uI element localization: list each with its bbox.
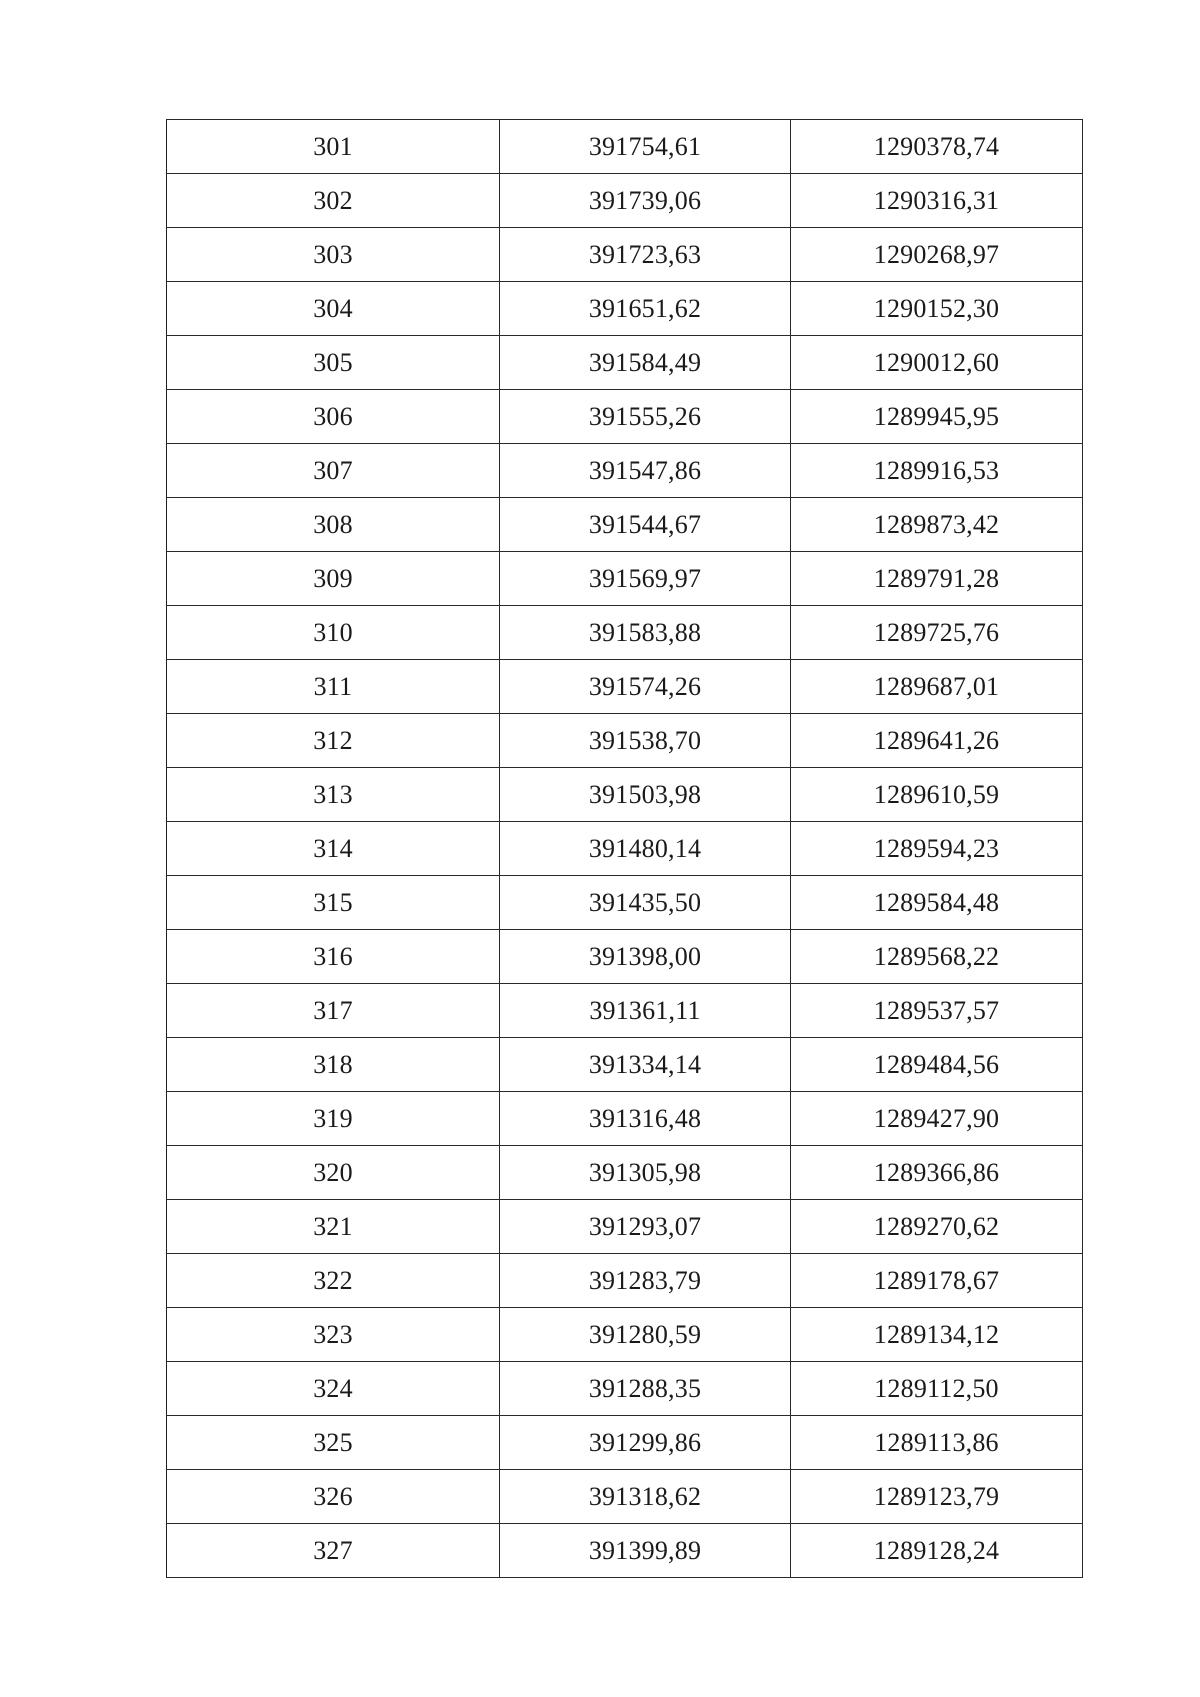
table-row xyxy=(167,876,1083,930)
x-coordinate-cell: 391288,35 xyxy=(500,1362,791,1416)
table-row xyxy=(167,174,1083,228)
y-coordinate-cell: 1289113,86 xyxy=(791,1416,1083,1470)
x-coordinate-cell: 391723,63 xyxy=(500,228,791,282)
x-coordinate-cell: 391555,26 xyxy=(500,390,791,444)
table-row xyxy=(167,390,1083,444)
point-number-cell: 317 xyxy=(167,984,500,1038)
table-row xyxy=(167,498,1083,552)
point-number-cell: 304 xyxy=(167,282,500,336)
x-coordinate-cell: 391334,14 xyxy=(500,1038,791,1092)
y-coordinate-cell: 1289134,12 xyxy=(791,1308,1083,1362)
point-number-cell: 323 xyxy=(167,1308,500,1362)
x-coordinate-cell: 391480,14 xyxy=(500,822,791,876)
y-coordinate-cell: 1289916,53 xyxy=(791,444,1083,498)
table-row xyxy=(167,1362,1083,1416)
table-row xyxy=(167,1470,1083,1524)
x-coordinate-cell: 391651,62 xyxy=(500,282,791,336)
point-number-cell: 306 xyxy=(167,390,500,444)
x-coordinate-cell: 391583,88 xyxy=(500,606,791,660)
x-coordinate-cell: 391398,00 xyxy=(500,930,791,984)
point-number-cell: 311 xyxy=(167,660,500,714)
x-coordinate-cell: 391754,61 xyxy=(500,120,791,174)
y-coordinate-cell: 1290268,97 xyxy=(791,228,1083,282)
y-coordinate-cell: 1289791,28 xyxy=(791,552,1083,606)
y-coordinate-cell: 1290316,31 xyxy=(791,174,1083,228)
point-number-cell: 314 xyxy=(167,822,500,876)
point-number-cell: 308 xyxy=(167,498,500,552)
x-coordinate-cell: 391305,98 xyxy=(500,1146,791,1200)
y-coordinate-cell: 1289725,76 xyxy=(791,606,1083,660)
point-number-cell: 322 xyxy=(167,1254,500,1308)
point-number-cell: 319 xyxy=(167,1092,500,1146)
point-number-cell: 327 xyxy=(167,1524,500,1578)
x-coordinate-cell: 391435,50 xyxy=(500,876,791,930)
table-row xyxy=(167,1092,1083,1146)
point-number-cell: 309 xyxy=(167,552,500,606)
point-number-cell: 315 xyxy=(167,876,500,930)
table-row xyxy=(167,228,1083,282)
table-row xyxy=(167,444,1083,498)
table-row xyxy=(167,822,1083,876)
y-coordinate-cell: 1289687,01 xyxy=(791,660,1083,714)
table-row xyxy=(167,1200,1083,1254)
point-number-cell: 312 xyxy=(167,714,500,768)
y-coordinate-cell: 1289112,50 xyxy=(791,1362,1083,1416)
y-coordinate-cell: 1289568,22 xyxy=(791,930,1083,984)
table-row xyxy=(167,1254,1083,1308)
x-coordinate-cell: 391538,70 xyxy=(500,714,791,768)
x-coordinate-cell: 391584,49 xyxy=(500,336,791,390)
point-number-cell: 310 xyxy=(167,606,500,660)
x-coordinate-cell: 391283,79 xyxy=(500,1254,791,1308)
point-number-cell: 324 xyxy=(167,1362,500,1416)
table-row xyxy=(167,120,1083,174)
point-number-cell: 320 xyxy=(167,1146,500,1200)
coordinates-table xyxy=(166,119,1083,1578)
x-coordinate-cell: 391293,07 xyxy=(500,1200,791,1254)
table-row xyxy=(167,930,1083,984)
y-coordinate-cell: 1289610,59 xyxy=(791,768,1083,822)
point-number-cell: 301 xyxy=(167,120,500,174)
table-row xyxy=(167,1416,1083,1470)
x-coordinate-cell: 391544,67 xyxy=(500,498,791,552)
point-number-cell: 318 xyxy=(167,1038,500,1092)
x-coordinate-cell: 391574,26 xyxy=(500,660,791,714)
y-coordinate-cell: 1290378,74 xyxy=(791,120,1083,174)
table-row xyxy=(167,1038,1083,1092)
x-coordinate-cell: 391739,06 xyxy=(500,174,791,228)
y-coordinate-cell: 1290012,60 xyxy=(791,336,1083,390)
y-coordinate-cell: 1289594,23 xyxy=(791,822,1083,876)
table-row xyxy=(167,282,1083,336)
y-coordinate-cell: 1289584,48 xyxy=(791,876,1083,930)
point-number-cell: 316 xyxy=(167,930,500,984)
y-coordinate-cell: 1289641,26 xyxy=(791,714,1083,768)
table-row xyxy=(167,1308,1083,1362)
point-number-cell: 302 xyxy=(167,174,500,228)
table-row xyxy=(167,984,1083,1038)
table-row xyxy=(167,660,1083,714)
table-row xyxy=(167,1524,1083,1578)
y-coordinate-cell: 1289427,90 xyxy=(791,1092,1083,1146)
table-row xyxy=(167,552,1083,606)
point-number-cell: 313 xyxy=(167,768,500,822)
x-coordinate-cell: 391280,59 xyxy=(500,1308,791,1362)
coordinates-table-body xyxy=(167,120,1083,1578)
table-row xyxy=(167,606,1083,660)
point-number-cell: 307 xyxy=(167,444,500,498)
y-coordinate-cell: 1289945,95 xyxy=(791,390,1083,444)
point-number-cell: 305 xyxy=(167,336,500,390)
x-coordinate-cell: 391569,97 xyxy=(500,552,791,606)
y-coordinate-cell: 1289270,62 xyxy=(791,1200,1083,1254)
table-row xyxy=(167,1146,1083,1200)
y-coordinate-cell: 1289484,56 xyxy=(791,1038,1083,1092)
point-number-cell: 326 xyxy=(167,1470,500,1524)
point-number-cell: 303 xyxy=(167,228,500,282)
y-coordinate-cell: 1289873,42 xyxy=(791,498,1083,552)
x-coordinate-cell: 391399,89 xyxy=(500,1524,791,1578)
table-row xyxy=(167,714,1083,768)
y-coordinate-cell: 1289178,67 xyxy=(791,1254,1083,1308)
y-coordinate-cell: 1290152,30 xyxy=(791,282,1083,336)
x-coordinate-cell: 391503,98 xyxy=(500,768,791,822)
point-number-cell: 321 xyxy=(167,1200,500,1254)
x-coordinate-cell: 391316,48 xyxy=(500,1092,791,1146)
y-coordinate-cell: 1289123,79 xyxy=(791,1470,1083,1524)
table-row xyxy=(167,768,1083,822)
x-coordinate-cell: 391361,11 xyxy=(500,984,791,1038)
y-coordinate-cell: 1289366,86 xyxy=(791,1146,1083,1200)
x-coordinate-cell: 391318,62 xyxy=(500,1470,791,1524)
y-coordinate-cell: 1289537,57 xyxy=(791,984,1083,1038)
table-row xyxy=(167,336,1083,390)
x-coordinate-cell: 391547,86 xyxy=(500,444,791,498)
x-coordinate-cell: 391299,86 xyxy=(500,1416,791,1470)
y-coordinate-cell: 1289128,24 xyxy=(791,1524,1083,1578)
point-number-cell: 325 xyxy=(167,1416,500,1470)
